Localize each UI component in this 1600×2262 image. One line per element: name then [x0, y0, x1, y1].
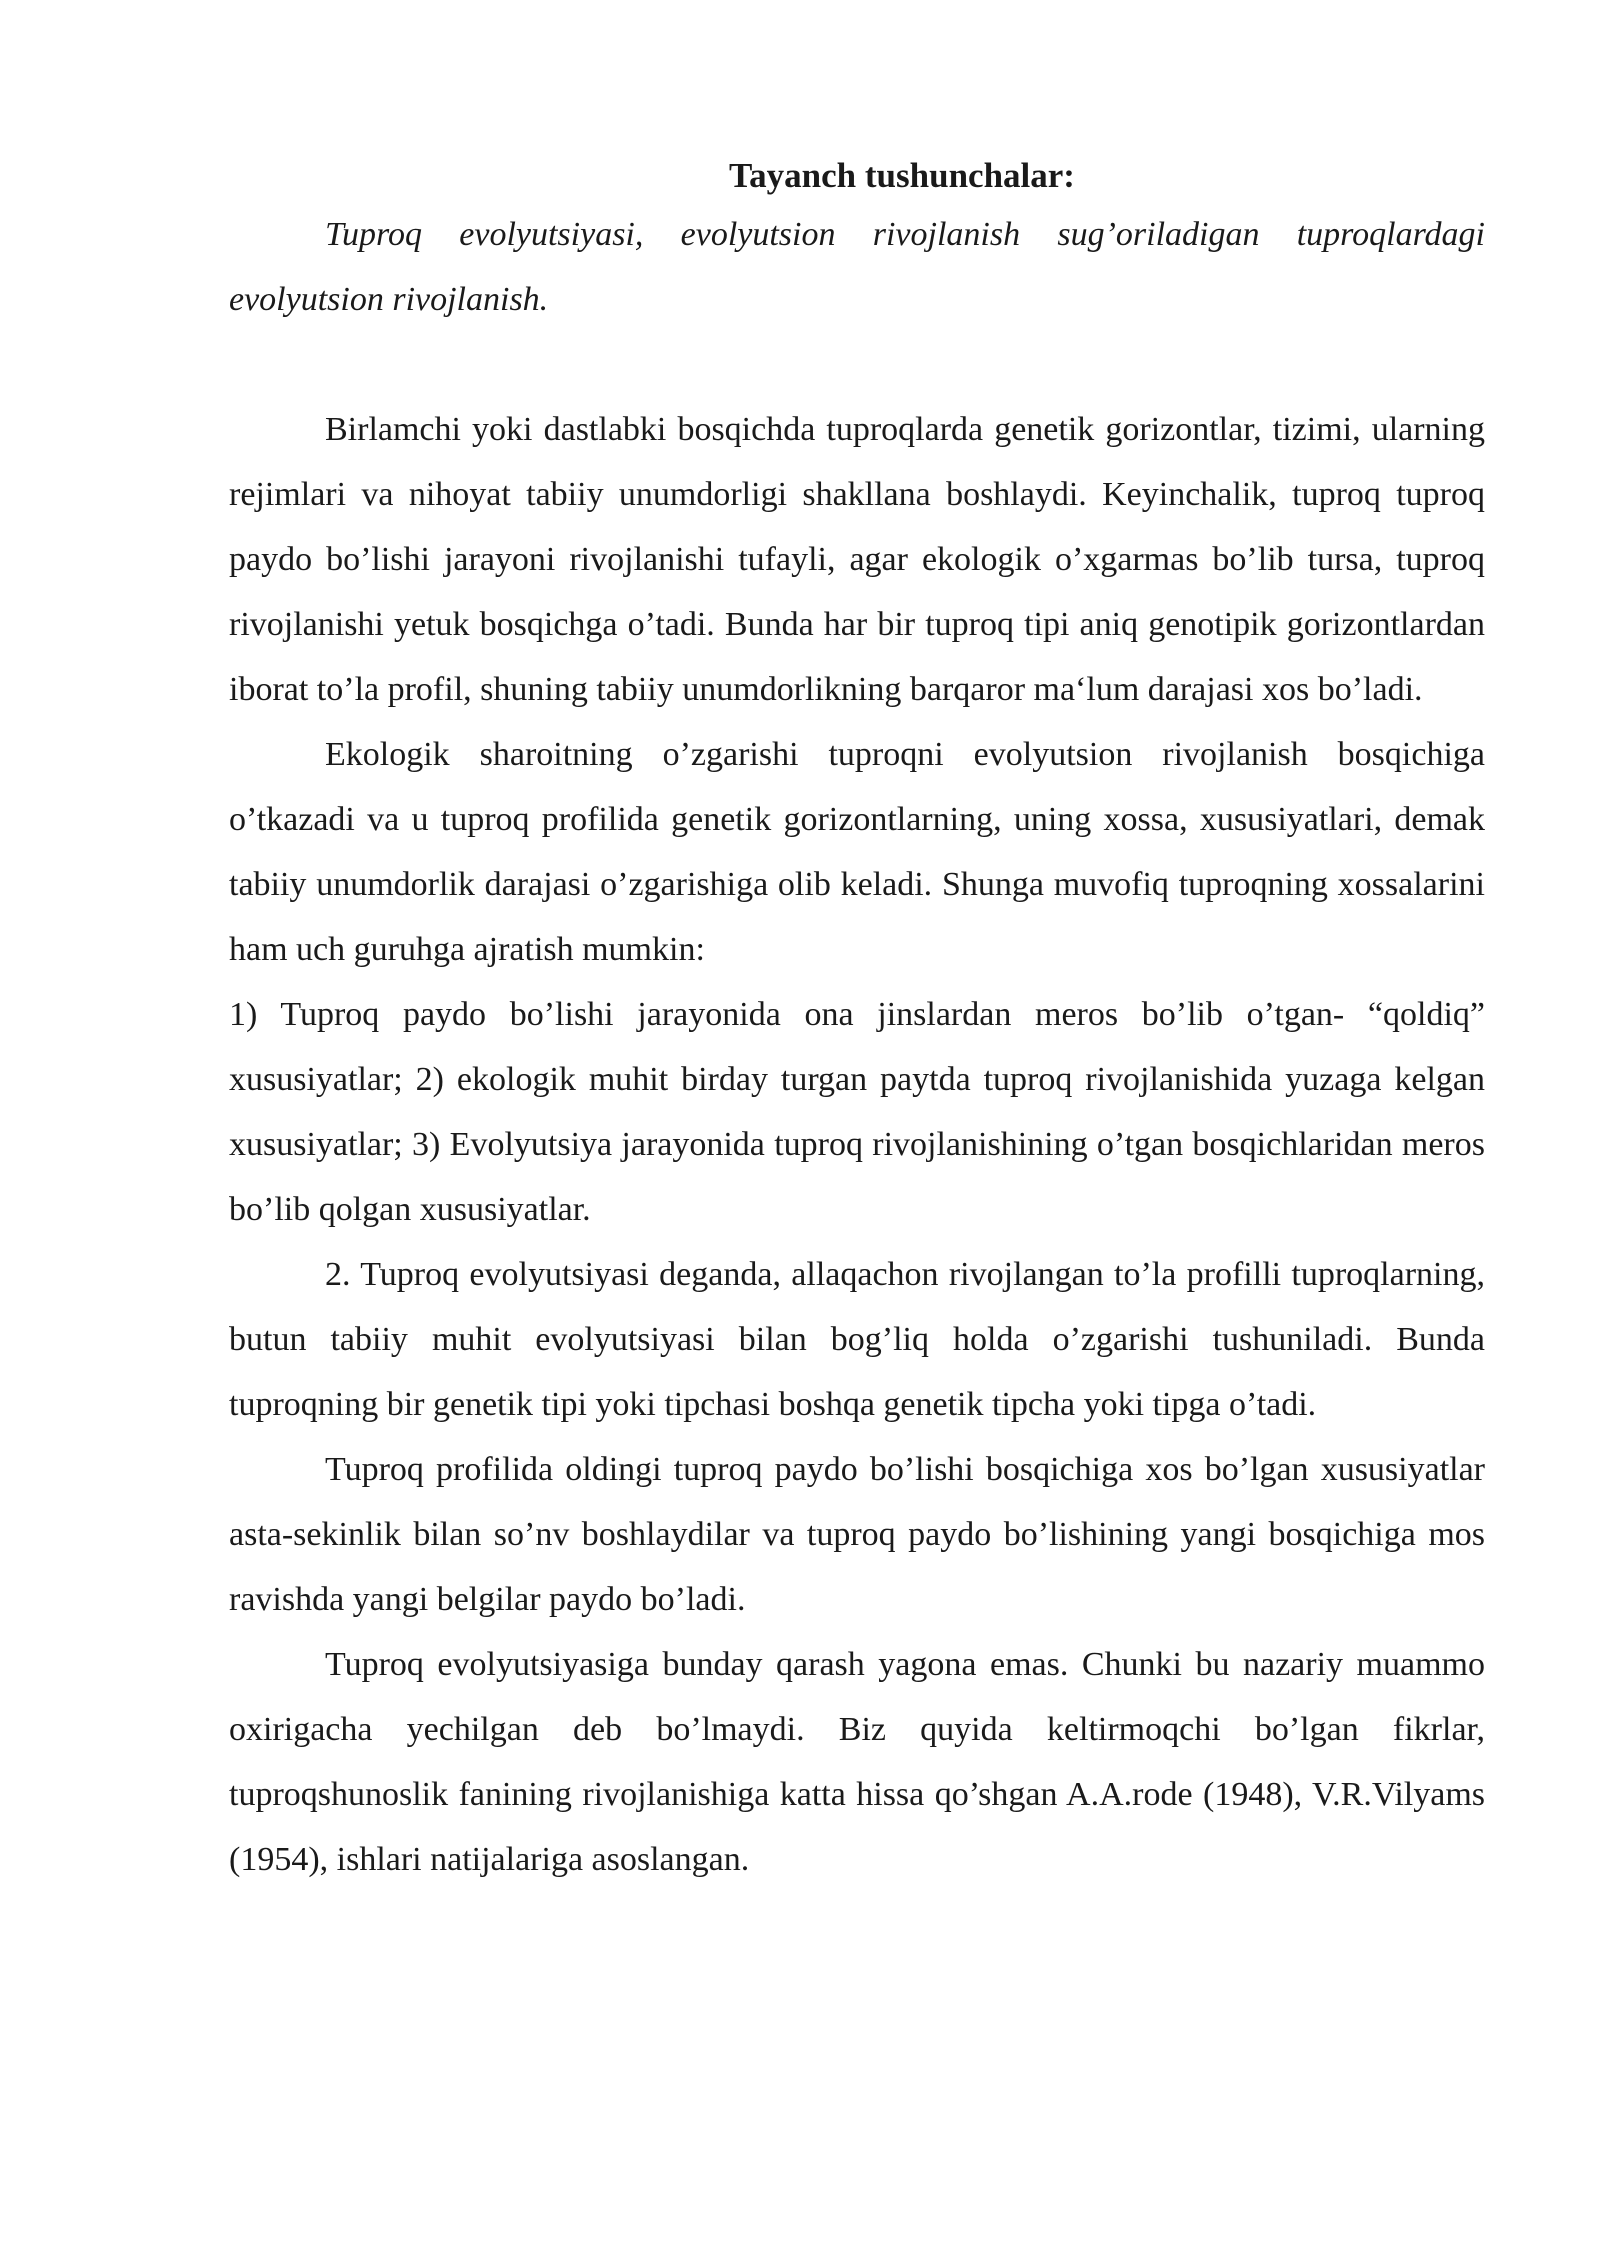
paragraph-3-list: 1) Tuproq paydo bo’lishi jarayonida ona jinslardan meros bo’lib o’tgan- “qoldiq” xususiyatlar; 2) ekologik muhit birday turgan paytda tuproq rivojlanishida yuzaga kelgan xususiyatlar; 3) Evolyutsiya jarayonida tuproq rivojlanishining o’tgan bosqichlaridan meros bo’lib qolgan xususiyatlar. [229, 996, 1485, 1228]
keywords-paragraph: Tuproq evolyutsiyasi, evolyutsion rivojlanish sug’oriladigan tuproqlardagi evolyutsion rivojlanish. [229, 216, 1485, 318]
document-page [229, 150, 1485, 1892]
paragraph-6: Tuproq evolyutsiyasiga bunday qarash yagona emas. Chunki bu nazariy muammo oxirigacha yechilgan deb bo’lmaydi. Biz quyida keltirmoqchi bo’lgan fikrlar, tuproqshunoslik fanining rivojlanishiga katta hissa qo’shgan A.A.rode (1948), V.R.Vilyams (1954), ishlari natijalariga asoslangan. [229, 1646, 1485, 1878]
paragraph-1: Birlamchi yoki dastlabki bosqichda tuproqlarda genetik gorizontlar, tizimi, ularning rejimlari va nihoyat tabiiy unumdorligi shakllana boshlaydi. Keyinchalik, tuproq tuproq paydo bo’lishi jarayoni rivojlanishi tufayli, agar ekologik o’xgarmas bo’lib tursa, tuproq rivojlanishi yetuk bosqichga o’tadi. Bunda har bir tuproq tipi aniq genotipik gorizontlardan iborat to’la profil, shuning tabiiy unumdorlikning barqaror ma‘lum darajasi xos bo’ladi. [229, 411, 1485, 708]
paragraph-2: Ekologik sharoitning o’zgarishi tuproqni evolyutsion rivojlanish bosqichiga o’tkazadi va u tuproq profilida genetik gorizontlarning, uning xossa, xususiyatlari, demak tabiiy unumdorlik darajasi o’zgarishiga olib keladi. Shunga muvofiq tuproqning xossalarini ham uch guruhga ajratish mumkin: [229, 736, 1485, 968]
paragraph-5: Tuproq profilida oldingi tuproq paydo bo’lishi bosqichiga xos bo’lgan xususiyatlar asta-sekinlik bilan so’nv boshlaydilar va tuproq paydo bo’lishining yangi bosqichiga mos ravishda yangi belgilar paydo bo’ladi. [229, 1451, 1485, 1618]
paragraph-4: 2. Tuproq evolyutsiyasi deganda, allaqachon rivojlangan to’la profilli tuproqlarning, butun tabiiy muhit evolyutsiyasi bilan bog’liq holda o’zgarishi tushuniladi. Bunda tuproqning bir genetik tipi yoki tipchasi boshqa genetik tipcha yoki tipga o’tadi. [229, 1256, 1485, 1423]
section-heading: Tayanch tushunchalar: [729, 156, 1075, 195]
